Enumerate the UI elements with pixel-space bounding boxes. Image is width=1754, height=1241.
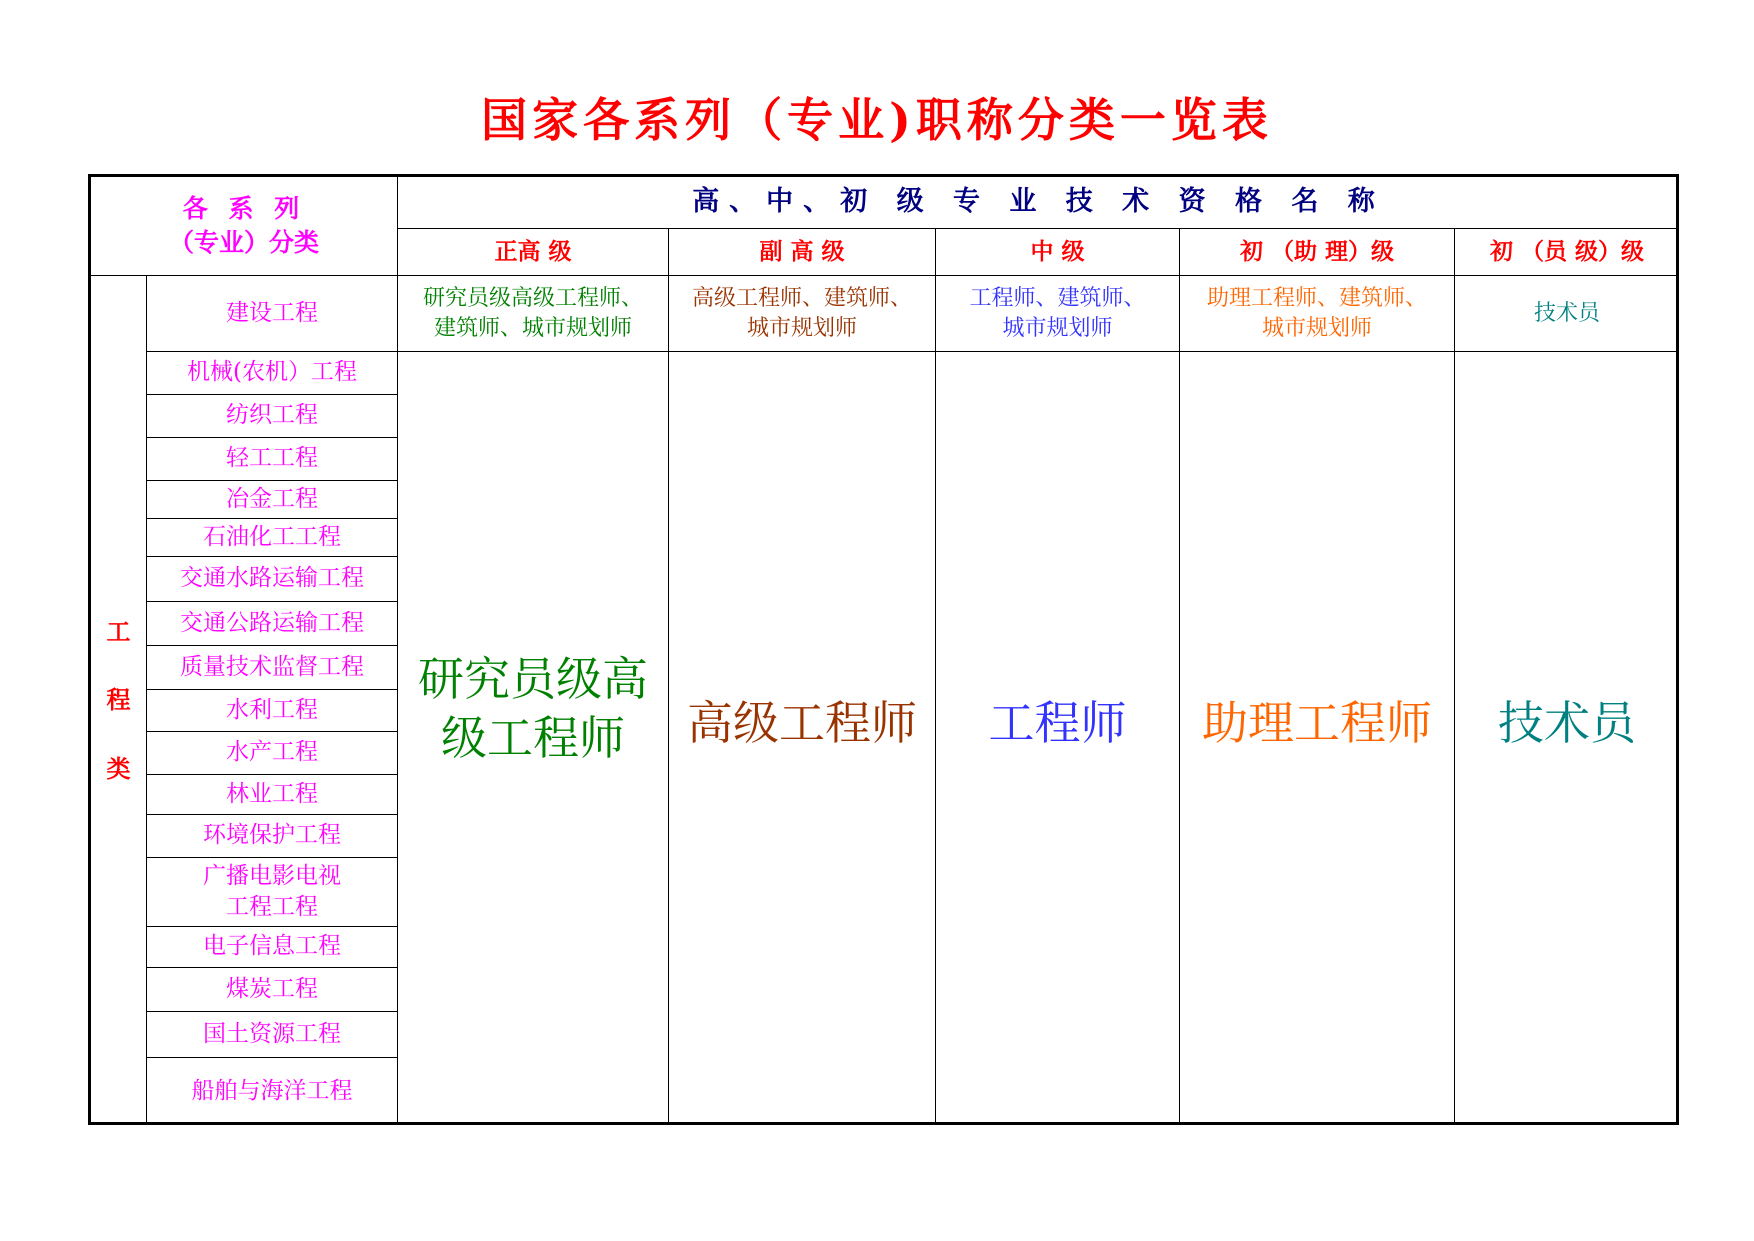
- general-title-yuanji: 技术员: [1498, 696, 1636, 751]
- general-title-zhenggao: 研究员级高 级工程师: [398, 352, 669, 1125]
- general-title-zhongji: 工程师: [936, 352, 1180, 1125]
- level-header-zhenggao: 正高 级: [398, 229, 669, 276]
- construction-title-zhongji: 工程师、建筑师、 城市规划师: [936, 276, 1180, 352]
- specialty-item: 水产工程: [147, 732, 398, 775]
- construction-title-zhenggao: 研究员级高级工程师、 建筑师、城市规划师: [398, 276, 669, 352]
- specialty-item: 电子信息工程: [147, 927, 398, 968]
- qualification-header: 高、中、初 级 专 业 技 术 资 格 名 称: [398, 177, 1679, 229]
- construction-title-yuanji: 技术员: [1455, 276, 1679, 352]
- level-header-fugao: 副 高 级: [669, 229, 936, 276]
- specialty-item: 轻工工程: [147, 438, 398, 481]
- category-engineering: [91, 276, 147, 1125]
- level-header-zhuli: 初 （助 理）级: [1180, 229, 1455, 276]
- specialty-item: 船舶与海洋工程: [147, 1058, 398, 1125]
- specialty-item: 煤炭工程: [147, 968, 398, 1012]
- specialty-item: 广播电影电视 工程工程: [147, 858, 398, 927]
- category-char: 工: [106, 616, 131, 646]
- specialty-item: 水利工程: [147, 690, 398, 732]
- specialty-item: 建设工程: [147, 276, 398, 352]
- construction-title-fugao: 高级工程师、建筑师、 城市规划师: [669, 276, 936, 352]
- series-header: [91, 177, 398, 276]
- specialty-item: 机械(农机）工程: [147, 352, 398, 395]
- specialty-item: 冶金工程: [147, 481, 398, 519]
- specialty-item: 纺织工程: [147, 395, 398, 438]
- document-title: 国家各系列（专业)职称分类一览表: [481, 93, 1273, 147]
- specialty-item: 国土资源工程: [147, 1012, 398, 1058]
- general-title-zhuli: 助理工程师: [1180, 352, 1455, 1125]
- specialty-item: 交通水路运输工程: [147, 557, 398, 602]
- level-header-zhongji: 中 级: [936, 229, 1180, 276]
- specialty-item: 交通公路运输工程: [147, 602, 398, 646]
- category-char: 类: [106, 753, 131, 783]
- level-header-yuanji: 初 （员 级）级: [1455, 229, 1679, 276]
- specialty-item: 林业工程: [147, 775, 398, 815]
- series-header-line2: （专业）分类: [168, 228, 319, 257]
- category-char: 程: [106, 685, 131, 715]
- construction-title-zhuli: 助理工程师、建筑师、 城市规划师: [1180, 276, 1455, 352]
- specialty-item: 环境保护工程: [147, 815, 398, 858]
- series-header-line1: 各 系 列: [182, 194, 306, 224]
- general-title-fugao: 高级工程师: [669, 352, 936, 1125]
- title-classification-table: [88, 174, 1679, 1125]
- specialty-item: 石油化工工程: [147, 519, 398, 557]
- specialty-item: 质量技术监督工程: [147, 646, 398, 690]
